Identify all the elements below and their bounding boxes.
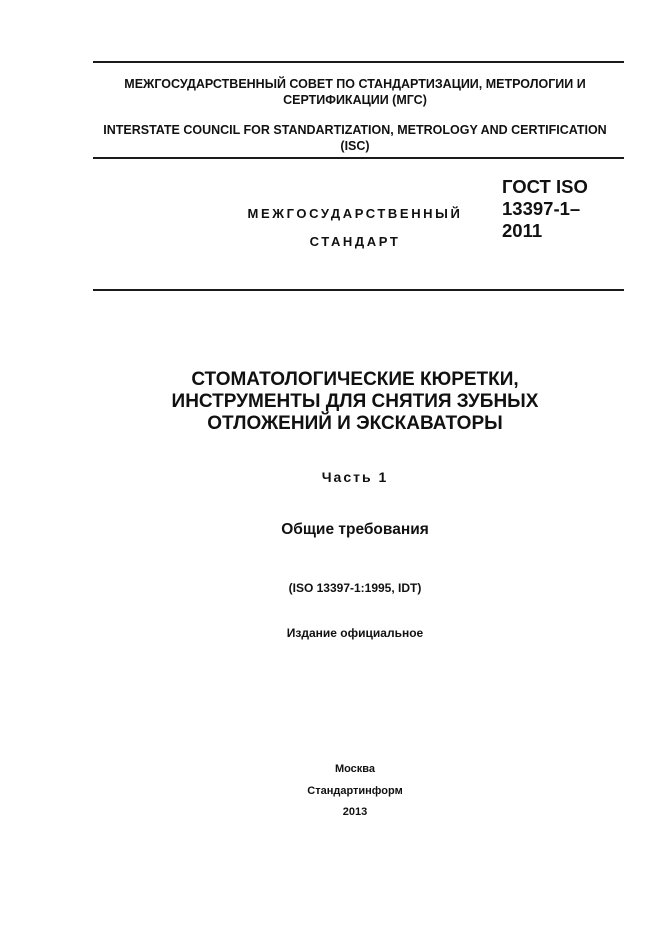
document-subtitle: Общие требования <box>281 521 429 538</box>
standard-type <box>225 200 485 256</box>
standard-number-line2: 13397-1– <box>502 198 581 219</box>
publisher-name: Стандартинформ <box>307 785 403 797</box>
iso-reference: (ISO 13397-1:1995, IDT) <box>288 581 422 595</box>
edition-label: Издание официальное <box>286 626 424 640</box>
standard-type-line1: МЕЖГОСУДАРСТВЕННЫЙ <box>247 206 463 221</box>
document-title-line2: ИНСТРУМЕНТЫ ДЛЯ СНЯТИЯ ЗУБНЫХ <box>171 391 539 412</box>
publication-city: Москва <box>334 763 376 775</box>
top-rule <box>93 61 624 63</box>
standard-number <box>502 176 622 242</box>
title-divider <box>93 289 624 291</box>
document-title-line3: ОТЛОЖЕНИЙ И ЭКСКАВАТОРЫ <box>207 413 503 434</box>
publication-year: 2013 <box>342 806 368 818</box>
document-title <box>120 369 590 435</box>
council-name-english: INTERSTATE COUNCIL FOR STANDARTIZATION, METROLOGY AND CERTIFICATION (ISC) <box>103 123 607 153</box>
standard-number-line1: ГОСТ ISO <box>502 176 588 197</box>
council-name-russian: МЕЖГОСУДАРСТВЕННЫЙ СОВЕТ ПО СТАНДАРТИЗАЦИИ, МЕТРОЛОГИИ И СЕРТИФИКАЦИИ (МГС) <box>124 77 586 107</box>
header-divider <box>93 157 624 159</box>
standard-number-line3: 2011 <box>502 220 543 241</box>
part-label: Часть 1 <box>321 469 389 485</box>
document-title-line1: СТОМАТОЛОГИЧЕСКИЕ КЮРЕТКИ, <box>191 369 519 390</box>
standard-type-line2: СТАНДАРТ <box>309 234 401 249</box>
